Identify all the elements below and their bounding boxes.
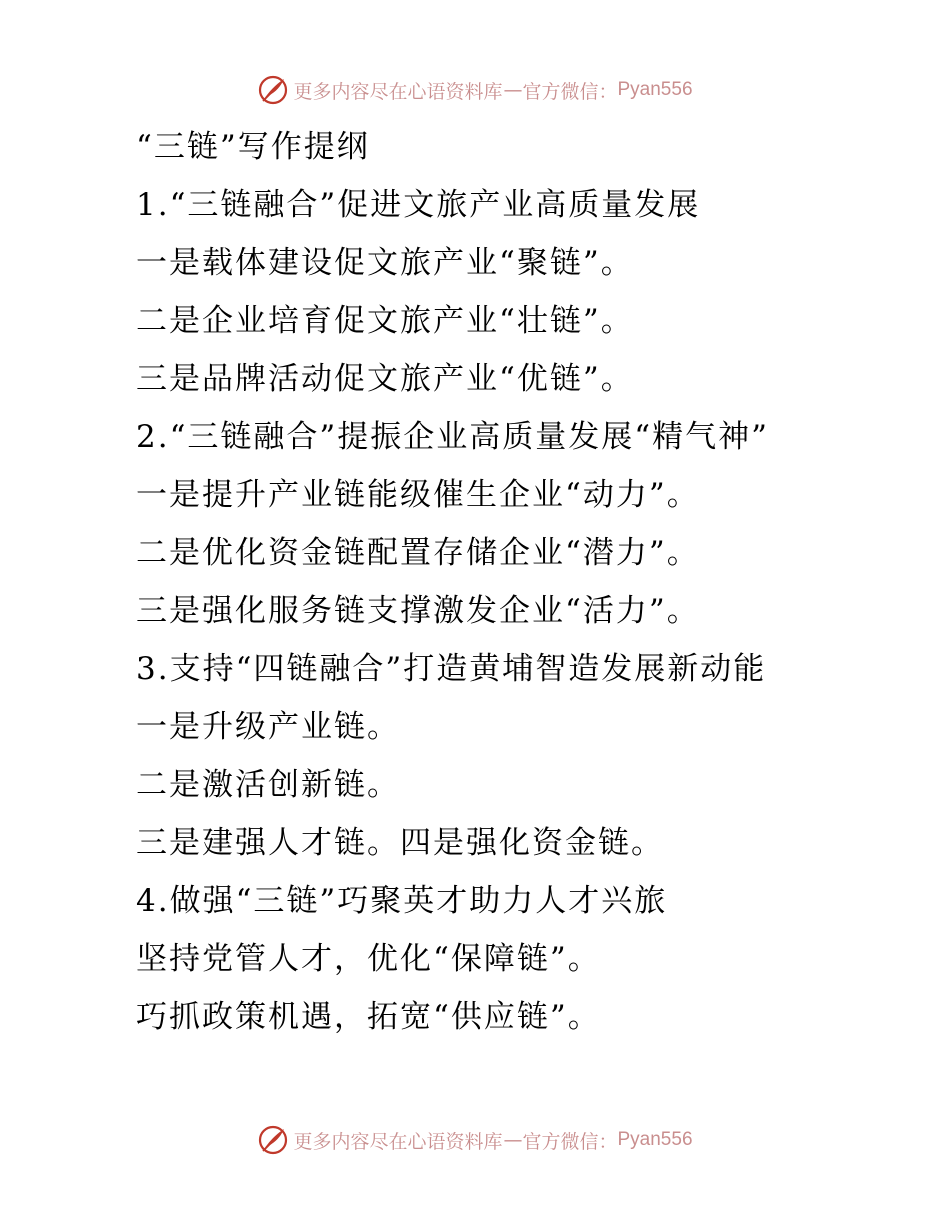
watermark-contact-label: 官方微信：: [522, 80, 618, 103]
header-watermark: [0, 72, 950, 108]
list-item: 巧抓政策机遇，拓宽“供应链”。: [136, 999, 601, 1035]
list-item: 三是品牌活动促文旅产业“优链”。: [136, 361, 634, 397]
list-item: 三是建强人才链。四是强化资金链。: [136, 825, 664, 861]
list-item: 一是载体建设促文旅产业“聚链”。: [136, 245, 634, 281]
list-item: 二是激活创新链。: [136, 767, 400, 803]
section-heading-3: 3.支持“四链融合”打造黄埔智造发展新动能: [136, 651, 767, 687]
document-body: [136, 118, 916, 1046]
list-item: 一是提升产业链能级催生企业“动力”。: [136, 477, 700, 513]
watermark-contact-label: 官方微信：: [522, 1130, 618, 1153]
feather-quill-logo-icon: [257, 74, 289, 106]
section-heading-1: 1.“三链融合”促进文旅产业高质量发展: [136, 187, 701, 223]
list-item: 坚持党管人才，优化“保障链”。: [136, 941, 601, 977]
footer-watermark: [0, 1122, 950, 1158]
watermark-site-text: 更多内容尽在心语资料库: [293, 1130, 503, 1153]
list-item: 三是强化服务链支撑激发企业“活力”。: [136, 593, 700, 629]
list-item: 二是优化资金链配置存储企业“潜力”。: [136, 535, 700, 571]
watermark-contact-id: Pyan556: [617, 79, 693, 100]
section-heading-2: 2.“三链融合”提振企业高质量发展“精气神”: [136, 419, 769, 455]
section-heading-4: 4.做强“三链”巧聚英才助力人才兴旅: [136, 883, 668, 919]
watermark-site-text: 更多内容尽在心语资料库: [293, 80, 503, 103]
feather-quill-logo-icon: [257, 1124, 289, 1156]
list-item: 一是升级产业链。: [136, 709, 400, 745]
watermark-separator: —: [503, 79, 522, 101]
list-item: 二是企业培育促文旅产业“壮链”。: [136, 303, 634, 339]
watermark-separator: —: [503, 1129, 522, 1151]
document-title: “三链”写作提纲: [136, 129, 370, 165]
watermark-contact-id: Pyan556: [617, 1129, 693, 1150]
